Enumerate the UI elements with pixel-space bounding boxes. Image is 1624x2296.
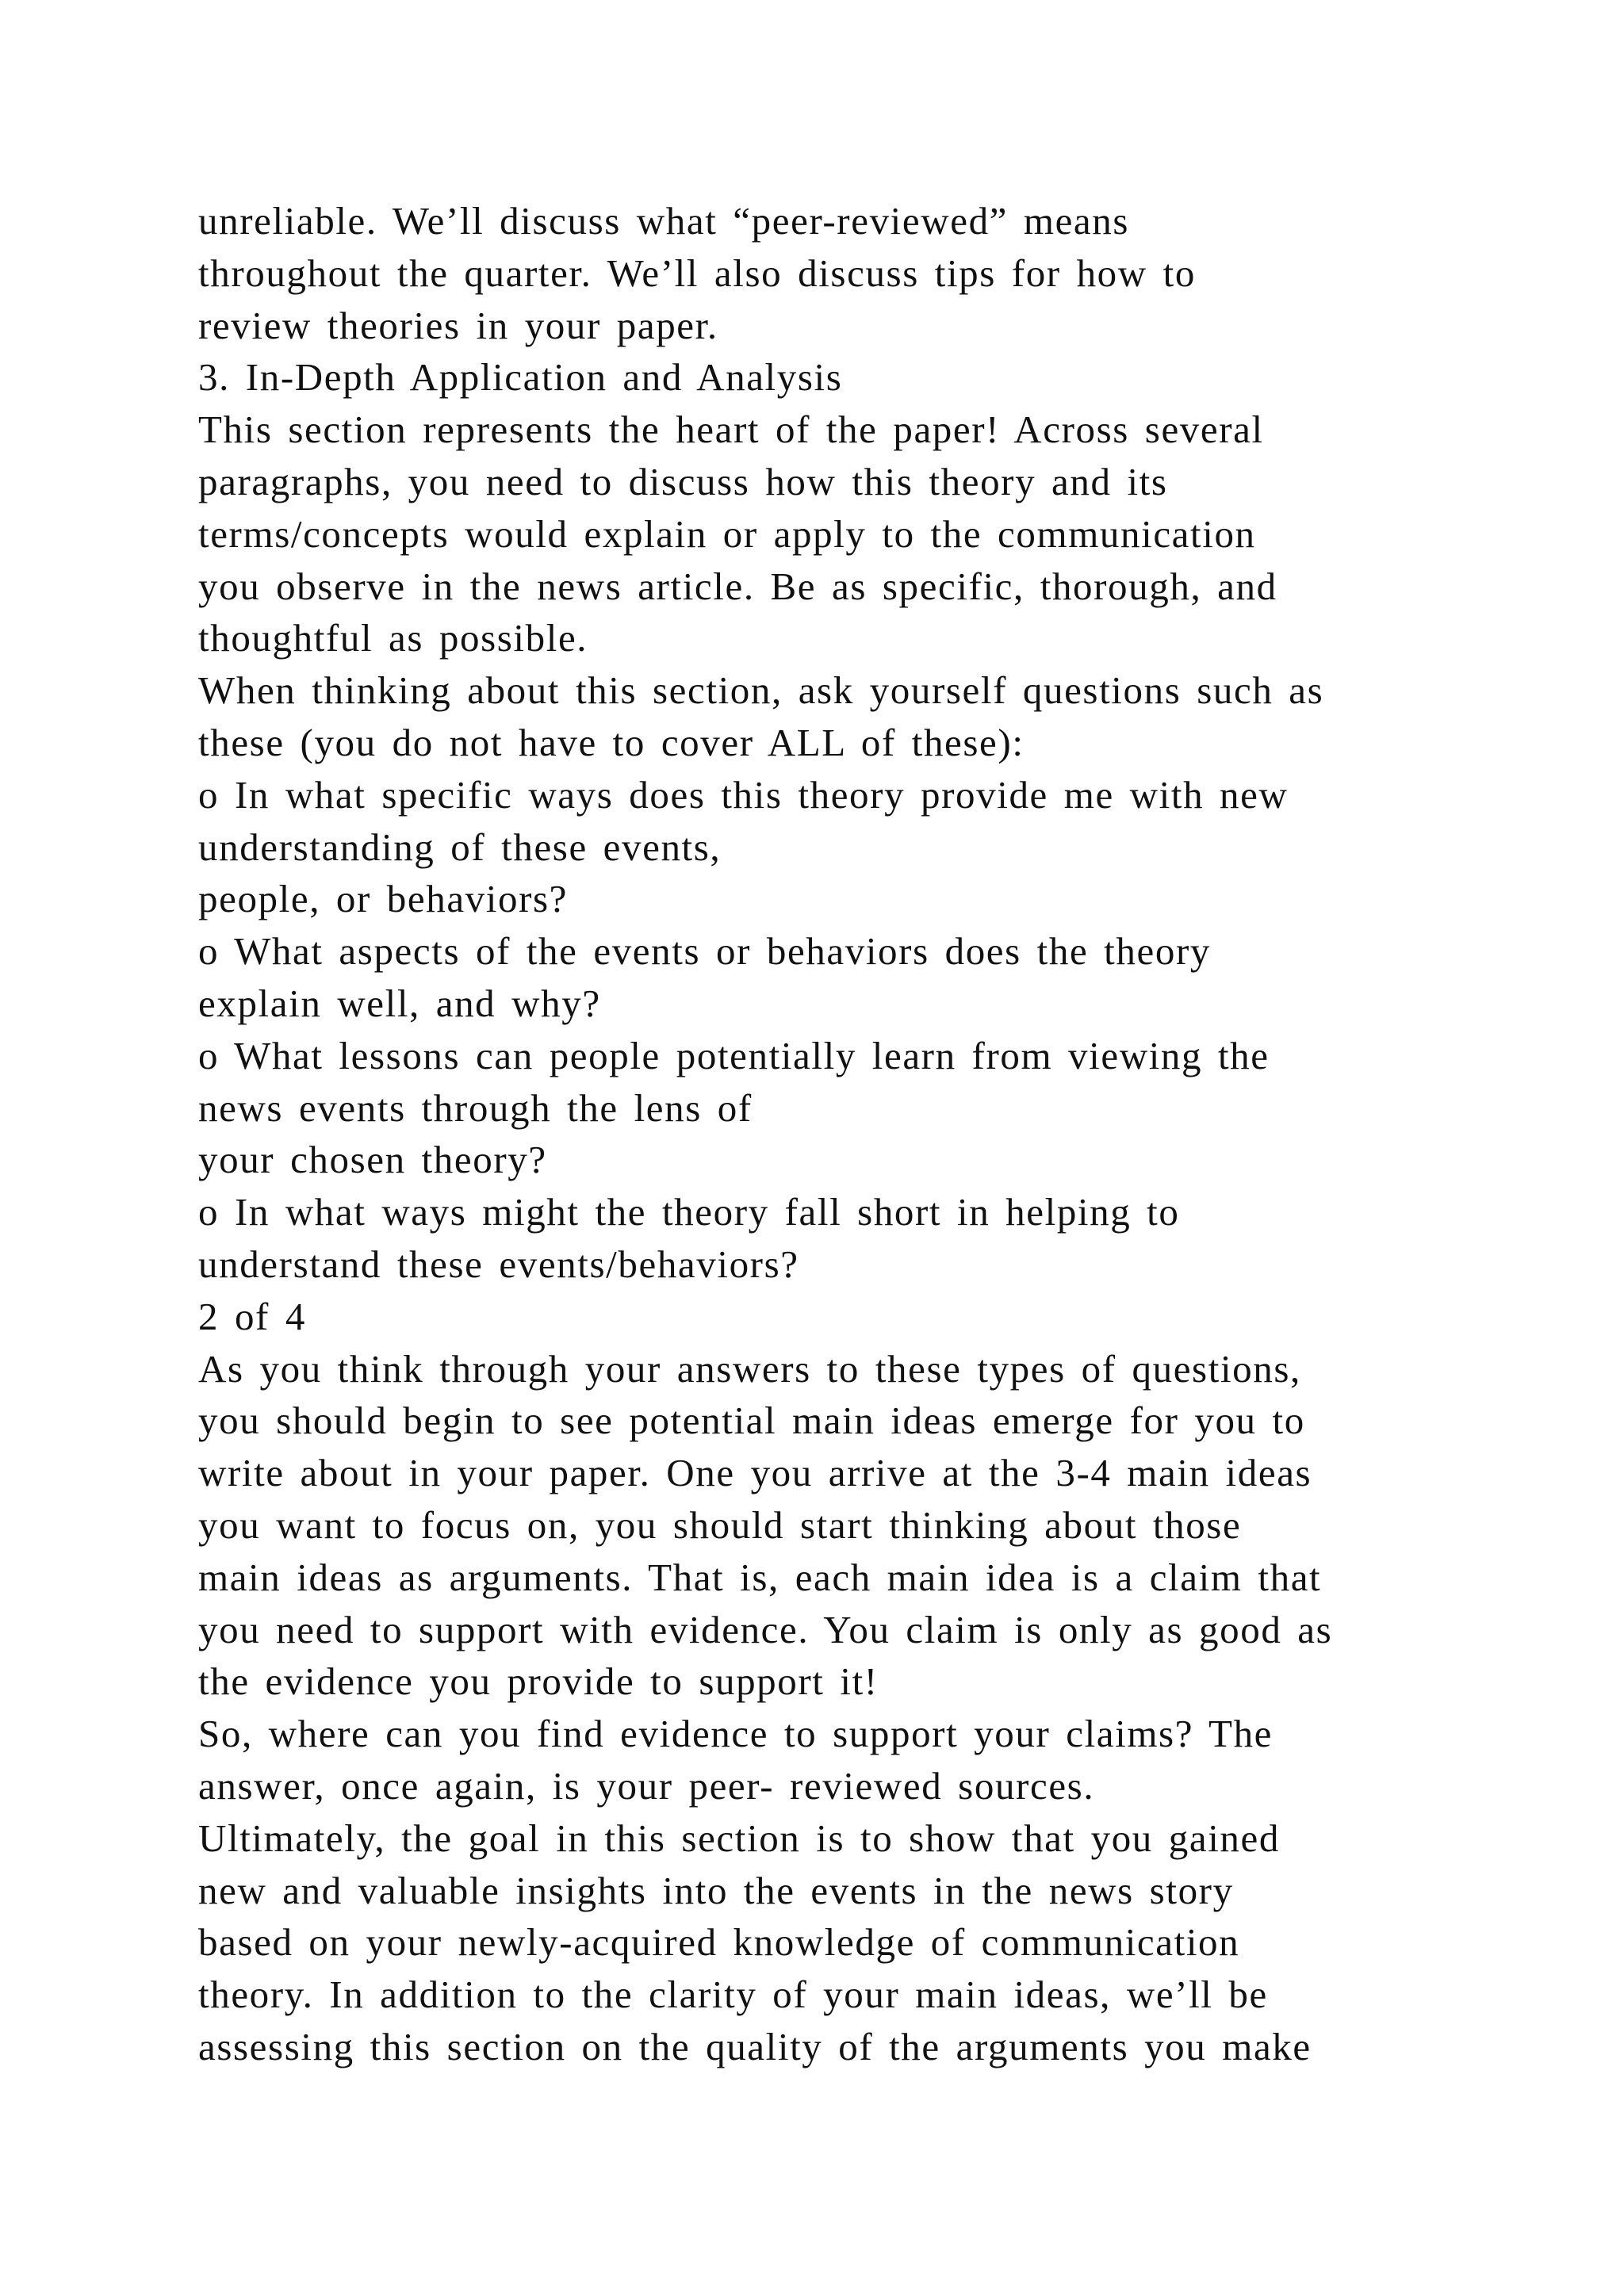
document-body [198,195,1546,2073]
text-line: unreliable. We’ll discuss what “peer-reviewed” means [198,199,1130,243]
text-line: you should begin to see potential main ideas emerge for you to [198,1399,1305,1443]
page-number: 2 of 4 [198,1294,306,1338]
text-line: When thinking about this section, ask yourself questions such as [198,668,1324,713]
list-item: o What aspects of the events or behaviors does the theory [198,929,1211,974]
text-line: This section represents the heart of the paper! Across several [198,408,1264,452]
text-line: these (you do not have to cover ALL of these): [198,720,1025,764]
text-line: As you think through your answers to these types of questions, [198,1346,1301,1391]
text-line: you want to focus on, you should start thinking about those [198,1502,1242,1547]
text-line: based on your newly-acquired knowledge of communication [198,1920,1240,1965]
list-item: o What lessons can people potentially learn from viewing the [198,1033,1270,1077]
text-line: thoughtful as possible. [198,616,588,660]
text-line: understanding of these events, [198,825,722,869]
text-line: So, where can you find evidence to support your claims? The [198,1712,1274,1756]
text-line: answer, once again, is your peer- reviewed sources. [198,1763,1095,1808]
text-line: new and valuable insights into the events in the news story [198,1868,1234,1912]
text-line: you observe in the news article. Be as specific, thorough, and [198,564,1277,608]
text-line: throughout the quarter. We’ll also discuss tips for how to [198,251,1196,295]
text-line: your chosen theory? [198,1138,547,1182]
text-line: assessing this section on the quality of the arguments you make [198,2024,1312,2068]
text-line: understand these events/behaviors? [198,1242,799,1286]
text-line: review theories in your paper. [198,303,718,347]
text-line: paragraphs, you need to discuss how this theory and its [198,459,1168,503]
text-line: explain well, and why? [198,981,601,1025]
text-line: write about in your paper. One you arrive at the 3-4 main ideas [198,1451,1312,1495]
section-heading: 3. In-Depth Application and Analysis [198,355,843,400]
text-line: you need to support with evidence. You claim is only as good as [198,1607,1333,1651]
text-line: theory. In addition to the clarity of your main ideas, we’ll be [198,1973,1268,2017]
text-line: the evidence you provide to support it! [198,1659,879,1704]
text-line: news events through the lens of [198,1085,753,1130]
list-item: o In what specific ways does this theory provide me with new [198,772,1289,817]
text-line: terms/concepts would explain or apply to the communication [198,511,1256,556]
text-line: Ultimately, the goal in this section is to show that you gained [198,1816,1280,1860]
text-line: people, or behaviors? [198,877,569,921]
list-item: o In what ways might the theory fall short in helping to [198,1190,1180,1234]
text-line: main ideas as arguments. That is, each main idea is a claim that [198,1555,1322,1599]
